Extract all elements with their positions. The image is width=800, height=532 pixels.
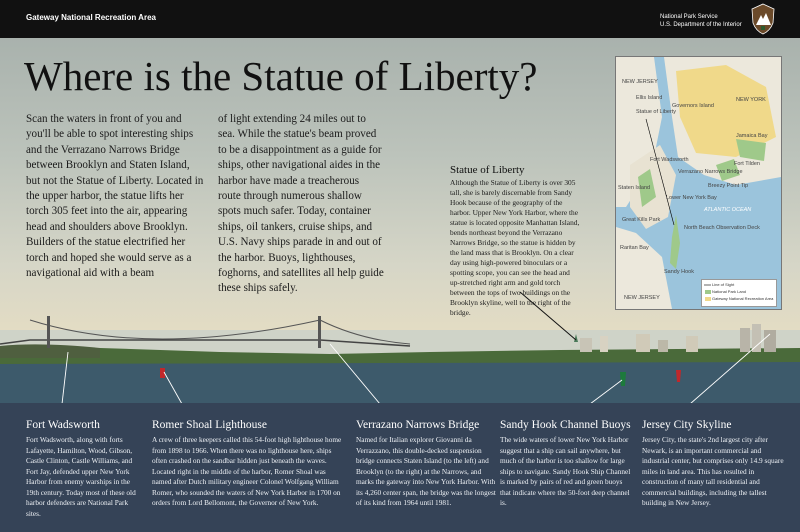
legend-line-of-sight: Line of Sight bbox=[712, 282, 735, 287]
map-label-fort-tilden: Fort Tilden bbox=[734, 161, 760, 167]
caption-title: Verrazano Narrows Bridge bbox=[356, 419, 480, 431]
caption-title: Fort Wadsworth bbox=[26, 419, 100, 431]
caption-text: Named for Italian explorer Giovanni da Verrazzano, this double-decked suspension bridge connects Staten Island (to the left) and Brooklyn (to the right) at the Narrows, and marks the gateway into New York Harbor. With its 4,260 center span, the bridge was the longest of its kind from 1964 until 1981. bbox=[356, 435, 496, 507]
map-label-nj-south: NEW JERSEY bbox=[624, 295, 660, 301]
caption-text: Jersey City, the state's 2nd largest city after Newark, is an important commercial and industrial center, but comprises only 14.9 square miles in land area. This has resulted in construction of many tall residential and commercial buildings, including the tallest building in New Jersey. bbox=[642, 435, 784, 507]
map-label-governors: Governors Island bbox=[672, 103, 714, 109]
map-label-statue: Statue of Liberty bbox=[636, 109, 677, 115]
intro-column-1: Scan the waters in front of you and you'll be able to spot interesting ships and the Verrazano Narrows Bridge between Brooklyn and Staten Island, but not the Statue of Liberty. Located in the upper harbor, the statue lifts her torch 305 feet into the air, appearing head and shoulders above Brooklyn. Builders of the statue electrified her torch and hoped she would serve as a navigational aid with a beam bbox=[26, 113, 204, 280]
map-label-verrazano: Verrazano Narrows Bridge bbox=[678, 169, 743, 175]
map-label-north-beach: North Beach Observation Deck bbox=[684, 225, 760, 231]
caption-strip bbox=[0, 403, 800, 532]
caption-title: Romer Shoal Lighthouse bbox=[152, 419, 267, 431]
statue-callout-text: Although the Statue of Liberty is over 305 tall, she is barely discernable from Sandy Hook because of the geography of the harbor. Upper New York Harbor, where the statue is located opposite Manhattan Island, bends northeast beyond the Verrazano Narrows Bridge, so the statue is hidden by the land mass that is Brooklyn. On a clear day using high-powered binoculars or a spotting scope, you can see the head and up-stretched right arm and gold torch between the tops of two buildings on the Brooklyn skyline, well to the right of the bridge. bbox=[450, 178, 580, 317]
agency-name: Gateway National Recreation Area bbox=[26, 13, 156, 22]
map-label-sandy-hook: Sandy Hook bbox=[664, 269, 694, 275]
caption-jersey-city bbox=[642, 419, 790, 509]
map-label-jamaica-bay: Jamaica Bay bbox=[736, 133, 768, 139]
nps-line-1: National Park Service bbox=[660, 14, 718, 20]
map-label-ny: NEW YORK bbox=[736, 97, 766, 103]
caption-title: Sandy Hook Channel Buoys bbox=[500, 419, 631, 431]
intro-column-2: of light extending 24 miles out to sea. While the statue's beam proved to be a disappointment as a guide for ships, other navigational aides in the harbor have made a treacherous route through numerous shallow spots much safer. Today, container ships, oil tankers, cruise ships, and U.S. Navy ships parade in and out of the harbor. Buoys, lighthouses, foghorns, and satellites all help guide these ships safely. bbox=[218, 113, 384, 295]
legend-gateway: Gateway National Recreation Area bbox=[712, 296, 774, 301]
map-label-great-kills: Great Kills Park bbox=[622, 217, 661, 223]
caption-text: A crew of three keepers called this 54-foot high lighthouse home from 1898 to 1966. When there was no lighthouse here, ships often crashed on the sandbar hidden just beneath the waves. Located right in the middle of the harbor, Romer Shoal was named after Dutch military engineer Colonel Wolfgang William Romer, who sounded the waters of New York Harbor in 1700 on orders from Lord Bellomont, the Governor of New York. bbox=[152, 435, 342, 507]
nps-line-2: U.S. Department of the Interior bbox=[660, 22, 742, 28]
map-label-lower-bay: Lower New York Bay bbox=[666, 195, 717, 201]
caption-romer-shoal bbox=[152, 419, 342, 509]
page-title: Where is the Statue of Liberty? bbox=[24, 53, 538, 99]
legend-park-land: National Park Land bbox=[712, 289, 747, 294]
caption-fort-wadsworth bbox=[26, 419, 138, 519]
map-label-staten-island: Staten Island bbox=[618, 185, 651, 191]
map-label-atlantic: ATLANTIC OCEAN bbox=[704, 207, 752, 213]
caption-channel-buoys bbox=[500, 419, 632, 509]
map-label-breezy-point: Breezy Point Tip bbox=[708, 183, 749, 189]
caption-text: Fort Wadsworth, along with forts Lafayette, Hamilton, Wood, Gibson, Castle Clinton, Castle Williams, and Fort Jay, defended upper New York Harbor from enemy warships in the 19th century. Today most of these old harbor defenders are National Park sites. bbox=[26, 435, 136, 518]
caption-text: The wide waters of lower New York Harbor suggest that a ship can sail anywhere, but much of the harbor is too shallow for large ships to navigate. Sandy Hook Ship Channel is marked by pairs of red and green buoys that indicate where the 50-foot deep channel is. bbox=[500, 435, 631, 507]
caption-verrazano bbox=[356, 419, 496, 509]
map-label-ellis: Ellis Island bbox=[636, 95, 663, 101]
statue-callout-title: Statue of Liberty bbox=[450, 164, 525, 176]
caption-title: Jersey City Skyline bbox=[642, 419, 732, 431]
map-label-nj: NEW JERSEY bbox=[622, 79, 658, 85]
map-label-fort-wadsworth: Fort Wadsworth bbox=[650, 157, 689, 163]
map-label-raritan-bay: Raritan Bay bbox=[620, 245, 649, 251]
